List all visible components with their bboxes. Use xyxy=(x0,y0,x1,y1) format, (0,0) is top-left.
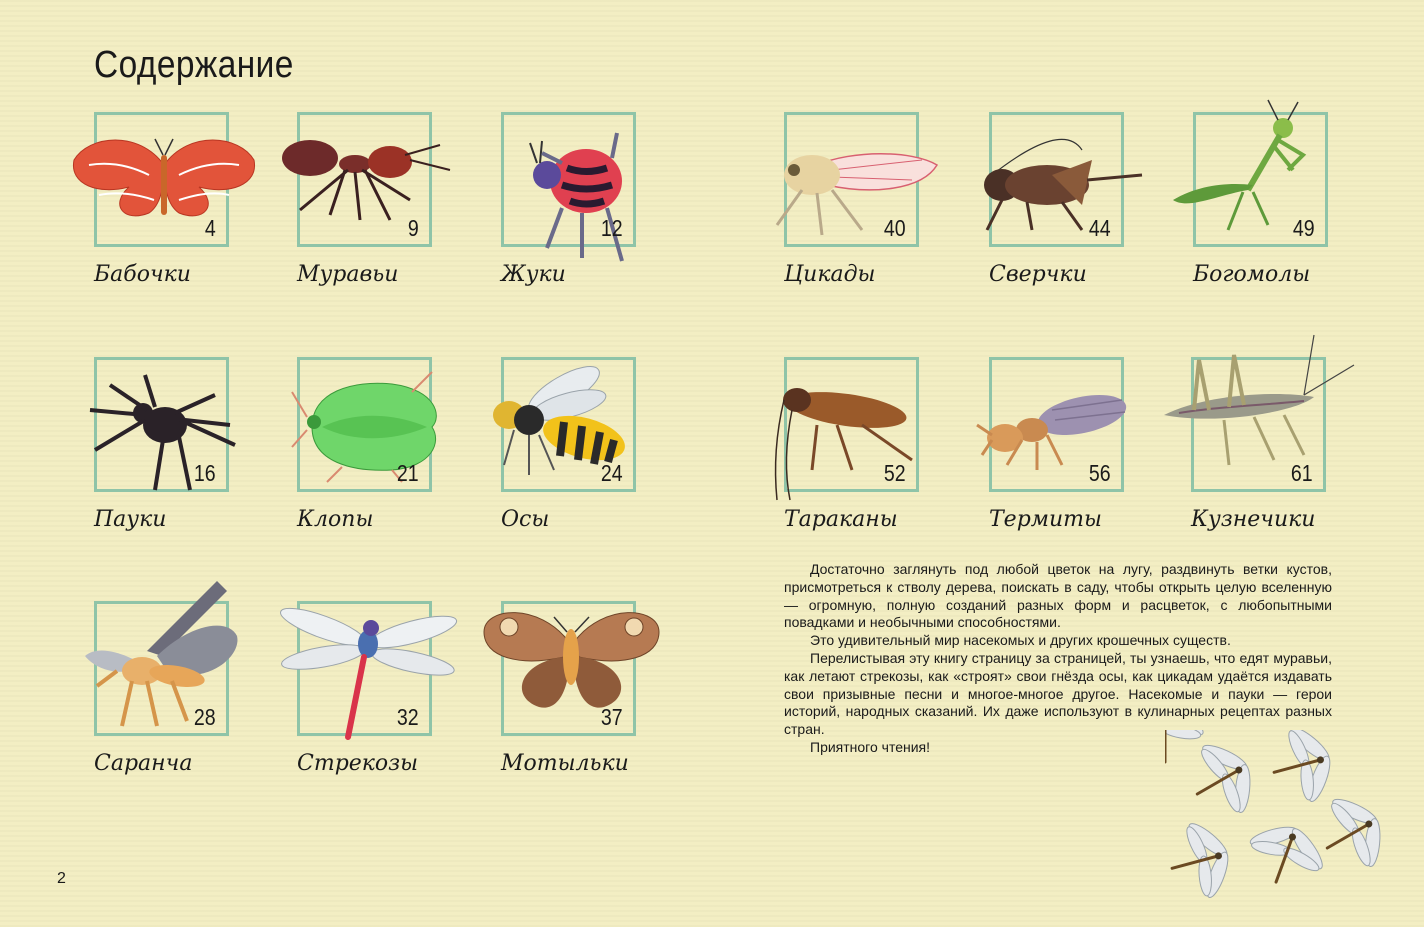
dragonfly-icon xyxy=(278,602,463,742)
mantis-icon xyxy=(1168,100,1348,240)
contents-entry[interactable] xyxy=(501,601,721,801)
entry-page-number: 24 xyxy=(601,460,623,486)
entry-frame xyxy=(297,601,432,736)
dragonflies-icon xyxy=(1165,730,1395,915)
entry-frame xyxy=(1191,357,1326,492)
entry-title: Кузнечики xyxy=(1191,507,1316,532)
cicada-icon xyxy=(772,135,942,245)
cricket-icon xyxy=(972,130,1167,240)
locust-icon xyxy=(77,576,247,746)
entry-frame xyxy=(94,112,229,247)
contents-entry[interactable] xyxy=(784,357,1004,557)
entry-title: Термиты xyxy=(989,507,1102,532)
contents-entry[interactable] xyxy=(297,112,517,312)
intro-text xyxy=(784,561,1332,757)
butterfly-icon xyxy=(69,125,259,225)
entry-frame xyxy=(501,357,636,492)
entry-page-number: 56 xyxy=(1089,460,1111,486)
entry-page-number: 49 xyxy=(1293,215,1315,241)
page-number: 2 xyxy=(57,870,66,887)
entry-page-number: 12 xyxy=(601,215,623,241)
entry-page-number: 52 xyxy=(884,460,906,486)
entry-title: Тараканы xyxy=(784,507,898,532)
entry-frame xyxy=(784,112,919,247)
entry-frame xyxy=(94,357,229,492)
entry-title: Бабочки xyxy=(94,262,191,287)
entry-title: Клопы xyxy=(297,507,374,532)
spider-icon xyxy=(85,365,245,495)
entry-frame xyxy=(784,357,919,492)
intro-paragraph: Достаточно заглянуть под любой цветок на лугу, раздвинуть ветки кустов, присмотреться к стволу дерева, поискать в саду, чтобы открыть целую вселенную — огромную, полную созданий разных форм и расцветок, с любопытными повадками и необычными способностями. xyxy=(784,561,1332,631)
entry-title: Саранча xyxy=(94,751,193,776)
entry-page-number: 4 xyxy=(205,215,216,241)
moth-icon xyxy=(479,602,664,722)
entry-page-number: 44 xyxy=(1089,215,1111,241)
entry-title: Богомолы xyxy=(1193,262,1311,287)
intro-paragraph: Приятного чтения! xyxy=(810,738,931,755)
entry-frame xyxy=(297,112,432,247)
contents-entry[interactable] xyxy=(1191,357,1411,557)
beetle-icon xyxy=(522,123,632,268)
intro-paragraph: Это удивительный мир насекомых и других крошечных существ. xyxy=(810,632,1231,649)
entry-frame xyxy=(94,601,229,736)
entry-page-number: 9 xyxy=(408,215,419,241)
entry-frame xyxy=(989,357,1124,492)
shield-bug-icon xyxy=(292,372,447,482)
entry-title: Цикады xyxy=(784,262,876,287)
entry-frame xyxy=(501,601,636,736)
entry-page-number: 28 xyxy=(194,704,216,730)
contents-entry[interactable] xyxy=(1193,112,1413,312)
contents-entry[interactable] xyxy=(94,357,314,557)
entry-page-number: 21 xyxy=(397,460,419,486)
contents-entry[interactable] xyxy=(501,112,721,312)
entry-title: Осы xyxy=(501,507,550,532)
entry-page-number: 61 xyxy=(1291,460,1313,486)
contents-entry[interactable] xyxy=(784,112,1004,312)
contents-entry[interactable] xyxy=(501,357,721,557)
entry-title: Сверчки xyxy=(989,262,1087,287)
grasshopper-icon xyxy=(1154,335,1359,475)
entry-frame xyxy=(501,112,636,247)
entry-frame xyxy=(1193,112,1328,247)
intro-paragraph: Перелистывая эту книгу страницу за страницей, ты узнаешь, что едят муравьи, как летают стрекозы, как «строят» свои гнёзда осы, как цикадам удаётся издавать свои призывные песни и многое-многое другое. Насекомые и пауки — герои историй, народных сказаний. Их даже используют в кулинарных рецептах разных стран. xyxy=(784,649,1332,738)
entry-title: Стрекозы xyxy=(297,751,419,776)
entry-page-number: 32 xyxy=(397,704,419,730)
entry-frame xyxy=(297,357,432,492)
entry-title: Мотыльки xyxy=(501,751,629,776)
entry-title: Жуки xyxy=(501,262,566,287)
entry-page-number: 40 xyxy=(884,215,906,241)
page-title: Содержание xyxy=(94,44,294,86)
entry-page-number: 37 xyxy=(601,704,623,730)
entry-title: Пауки xyxy=(94,507,167,532)
entry-title: Муравьи xyxy=(297,262,399,287)
entry-frame xyxy=(989,112,1124,247)
entry-page-number: 16 xyxy=(194,460,216,486)
ant-icon xyxy=(270,120,470,240)
cockroach-icon xyxy=(772,370,942,510)
termite-icon xyxy=(977,380,1142,480)
